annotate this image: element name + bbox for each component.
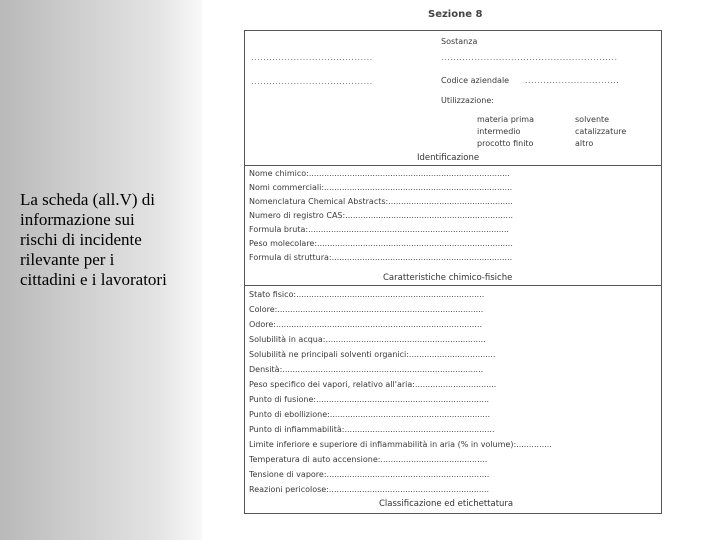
use-option: materia prima: [477, 115, 534, 124]
form-field: Limite inferiore e superiore di infiammabilità in aria (% in volume):..............: [249, 440, 552, 449]
sheet-title: Sezione 8: [428, 9, 483, 20]
form-field: Temperatura di auto accensione:..........................................: [249, 455, 488, 464]
form-field: Odore:.................................................................................: [249, 320, 482, 329]
form-field: Peso specifico dei vapori, relativo all'aria:................................: [249, 380, 497, 389]
use-option: solvente: [575, 115, 610, 124]
use-option: intermedio: [477, 127, 521, 136]
caption-line: rilevante per i: [20, 250, 115, 269]
section-caption: Identificazione: [417, 153, 480, 163]
form-field: Reazioni pericolose:...............................................................: [249, 485, 490, 494]
use-option: catalizzature: [575, 127, 627, 136]
utilizzazione-label: Utilizzazione:: [441, 96, 494, 105]
form-field: Formula bruta:...............................................................................: [249, 225, 509, 234]
section-chemical: [245, 165, 661, 286]
form-field: Nomenclatura Chemical Abstracts:.................................................: [249, 197, 513, 206]
sostanza-dots: ..........................................................: [441, 53, 618, 62]
section-physical: [245, 285, 661, 513]
section-caption: Caratteristiche chimico-fisiche: [383, 273, 513, 283]
form-field: Punto di infiammabilità:...........................................................: [249, 425, 495, 434]
use-option: altro: [575, 139, 594, 148]
form-field: Densità:...............................................................................: [249, 365, 484, 374]
form-table: [244, 30, 662, 514]
codice-label: Codice aziendale: [441, 76, 510, 85]
form-field: Nomi commerciali:..........................................................................: [249, 183, 513, 192]
sostanza-label: Sostanza: [441, 37, 478, 46]
use-option: procotto finito: [477, 139, 534, 148]
form-field: Punto di fusione:....................................................................: [249, 395, 490, 404]
form-field: Colore:.................................................................................: [249, 305, 484, 314]
left-dots-2: ........................................: [251, 77, 373, 86]
form-field: Peso molecolare:.............................................................................: [249, 239, 513, 248]
form-field: Solubilità in acqua:...............................................................: [249, 335, 486, 344]
scanned-form-sheet: [202, 0, 700, 540]
section-caption: Classificazione ed etichettatura: [379, 499, 514, 509]
form-field: Nome chimico:...............................................................................: [249, 169, 510, 178]
form-field: Punto di ebollizione:...............................................................: [249, 410, 491, 419]
section-identification: [245, 31, 661, 166]
codice-dots: ...............................: [525, 76, 620, 85]
caption-line: informazione sui: [20, 210, 135, 229]
caption-line: La scheda (all.V) di: [20, 190, 155, 209]
caption-line: rischi di incidente: [20, 230, 142, 249]
form-field: Formula di struttura:.......................................................................: [249, 253, 513, 262]
form-field: Tensione di vapore:................................................................: [249, 470, 490, 479]
caption-line: cittadini e i lavoratori: [20, 270, 167, 289]
slide-caption: [20, 190, 200, 290]
form-field: Solubilità ne principali solventi organici:..................................: [249, 350, 496, 359]
form-field: Numero di registro CAS:..................................................................: [249, 211, 514, 220]
form-field: Stato fisico:..........................................................................: [249, 290, 485, 299]
left-dots-1: ........................................: [251, 53, 373, 62]
